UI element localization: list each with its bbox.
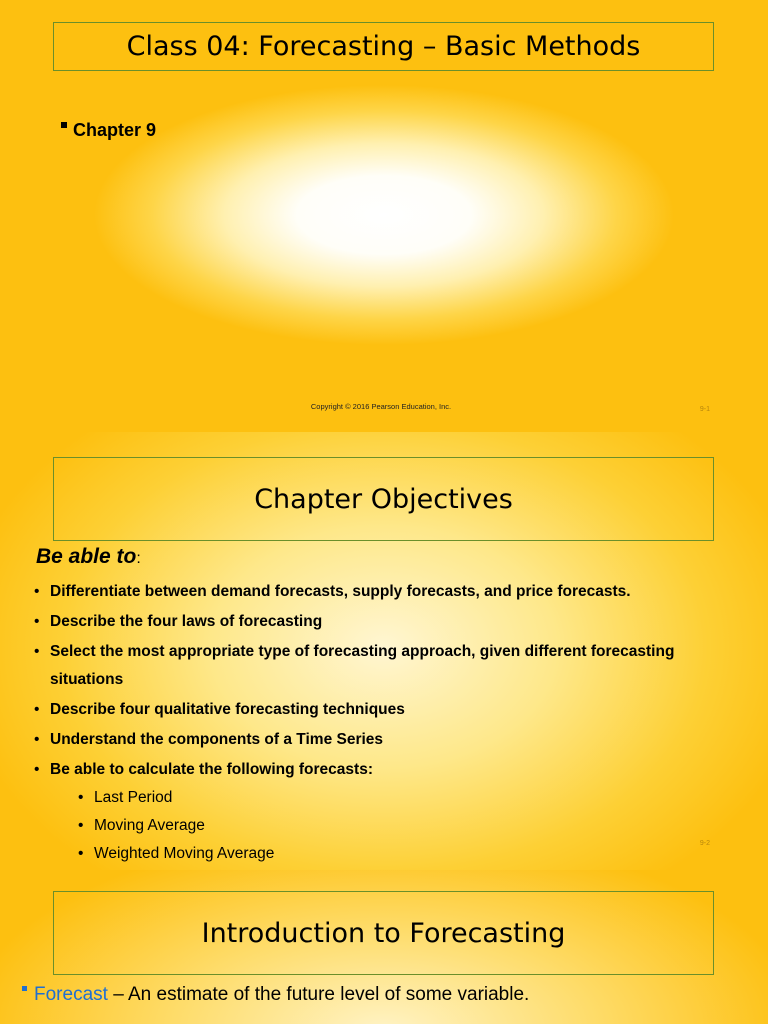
objective-item: • Understand the components of a Time Series [34,726,734,754]
slide-1-title: Class 04: Forecasting – Basic Methods [126,31,641,62]
forecast-method-item: • Last Period [78,784,734,812]
chapter-bullet [61,120,156,141]
objective-item-text: Be able to calculate the following forecasts: [50,761,373,778]
forecast-method-item: • Moving Average [78,812,734,840]
forecast-definition-text: – An estimate of the future level of some variable. [107,984,530,1005]
objectives-intro-text: Be able to [36,545,137,568]
page-number: 9-2 [699,840,710,847]
chapter-label: Chapter 9 [73,120,157,140]
objectives-intro-colon: : [136,550,141,567]
slide-2-title: Chapter Objectives [254,483,513,515]
objective-item: • Differentiate between demand forecasts, supply forecasts, and price forecasts. [34,578,734,606]
slide-2-title-box [53,457,714,541]
page-number: 9-1 [699,406,710,413]
objective-item: • Describe the four laws of forecasting [34,608,734,636]
square-bullet-icon [22,986,27,991]
objectives-list [34,578,734,868]
slide-3-title: Introduction to Forecasting [201,917,566,949]
slide-3 [0,870,768,1024]
objectives-intro [36,545,141,569]
forecast-method-item: • Weighted Moving Average [78,840,734,868]
square-bullet-icon [61,122,67,128]
objective-item [34,756,734,868]
objective-item: • Select the most appropriate type of forecasting approach, given different forecasting situations [34,638,734,694]
slide-1-title-box [53,22,714,71]
forecast-definition [22,984,529,1006]
slide-2 [0,432,768,870]
forecast-term: Forecast [34,984,108,1005]
slide-1 [0,0,768,432]
objective-item: • Describe four qualitative forecasting techniques [34,696,734,724]
forecast-methods-list [50,784,734,868]
copyright: Copyright © 2016 Pearson Education, Inc. [310,402,452,411]
slide-3-title-box [53,891,714,975]
